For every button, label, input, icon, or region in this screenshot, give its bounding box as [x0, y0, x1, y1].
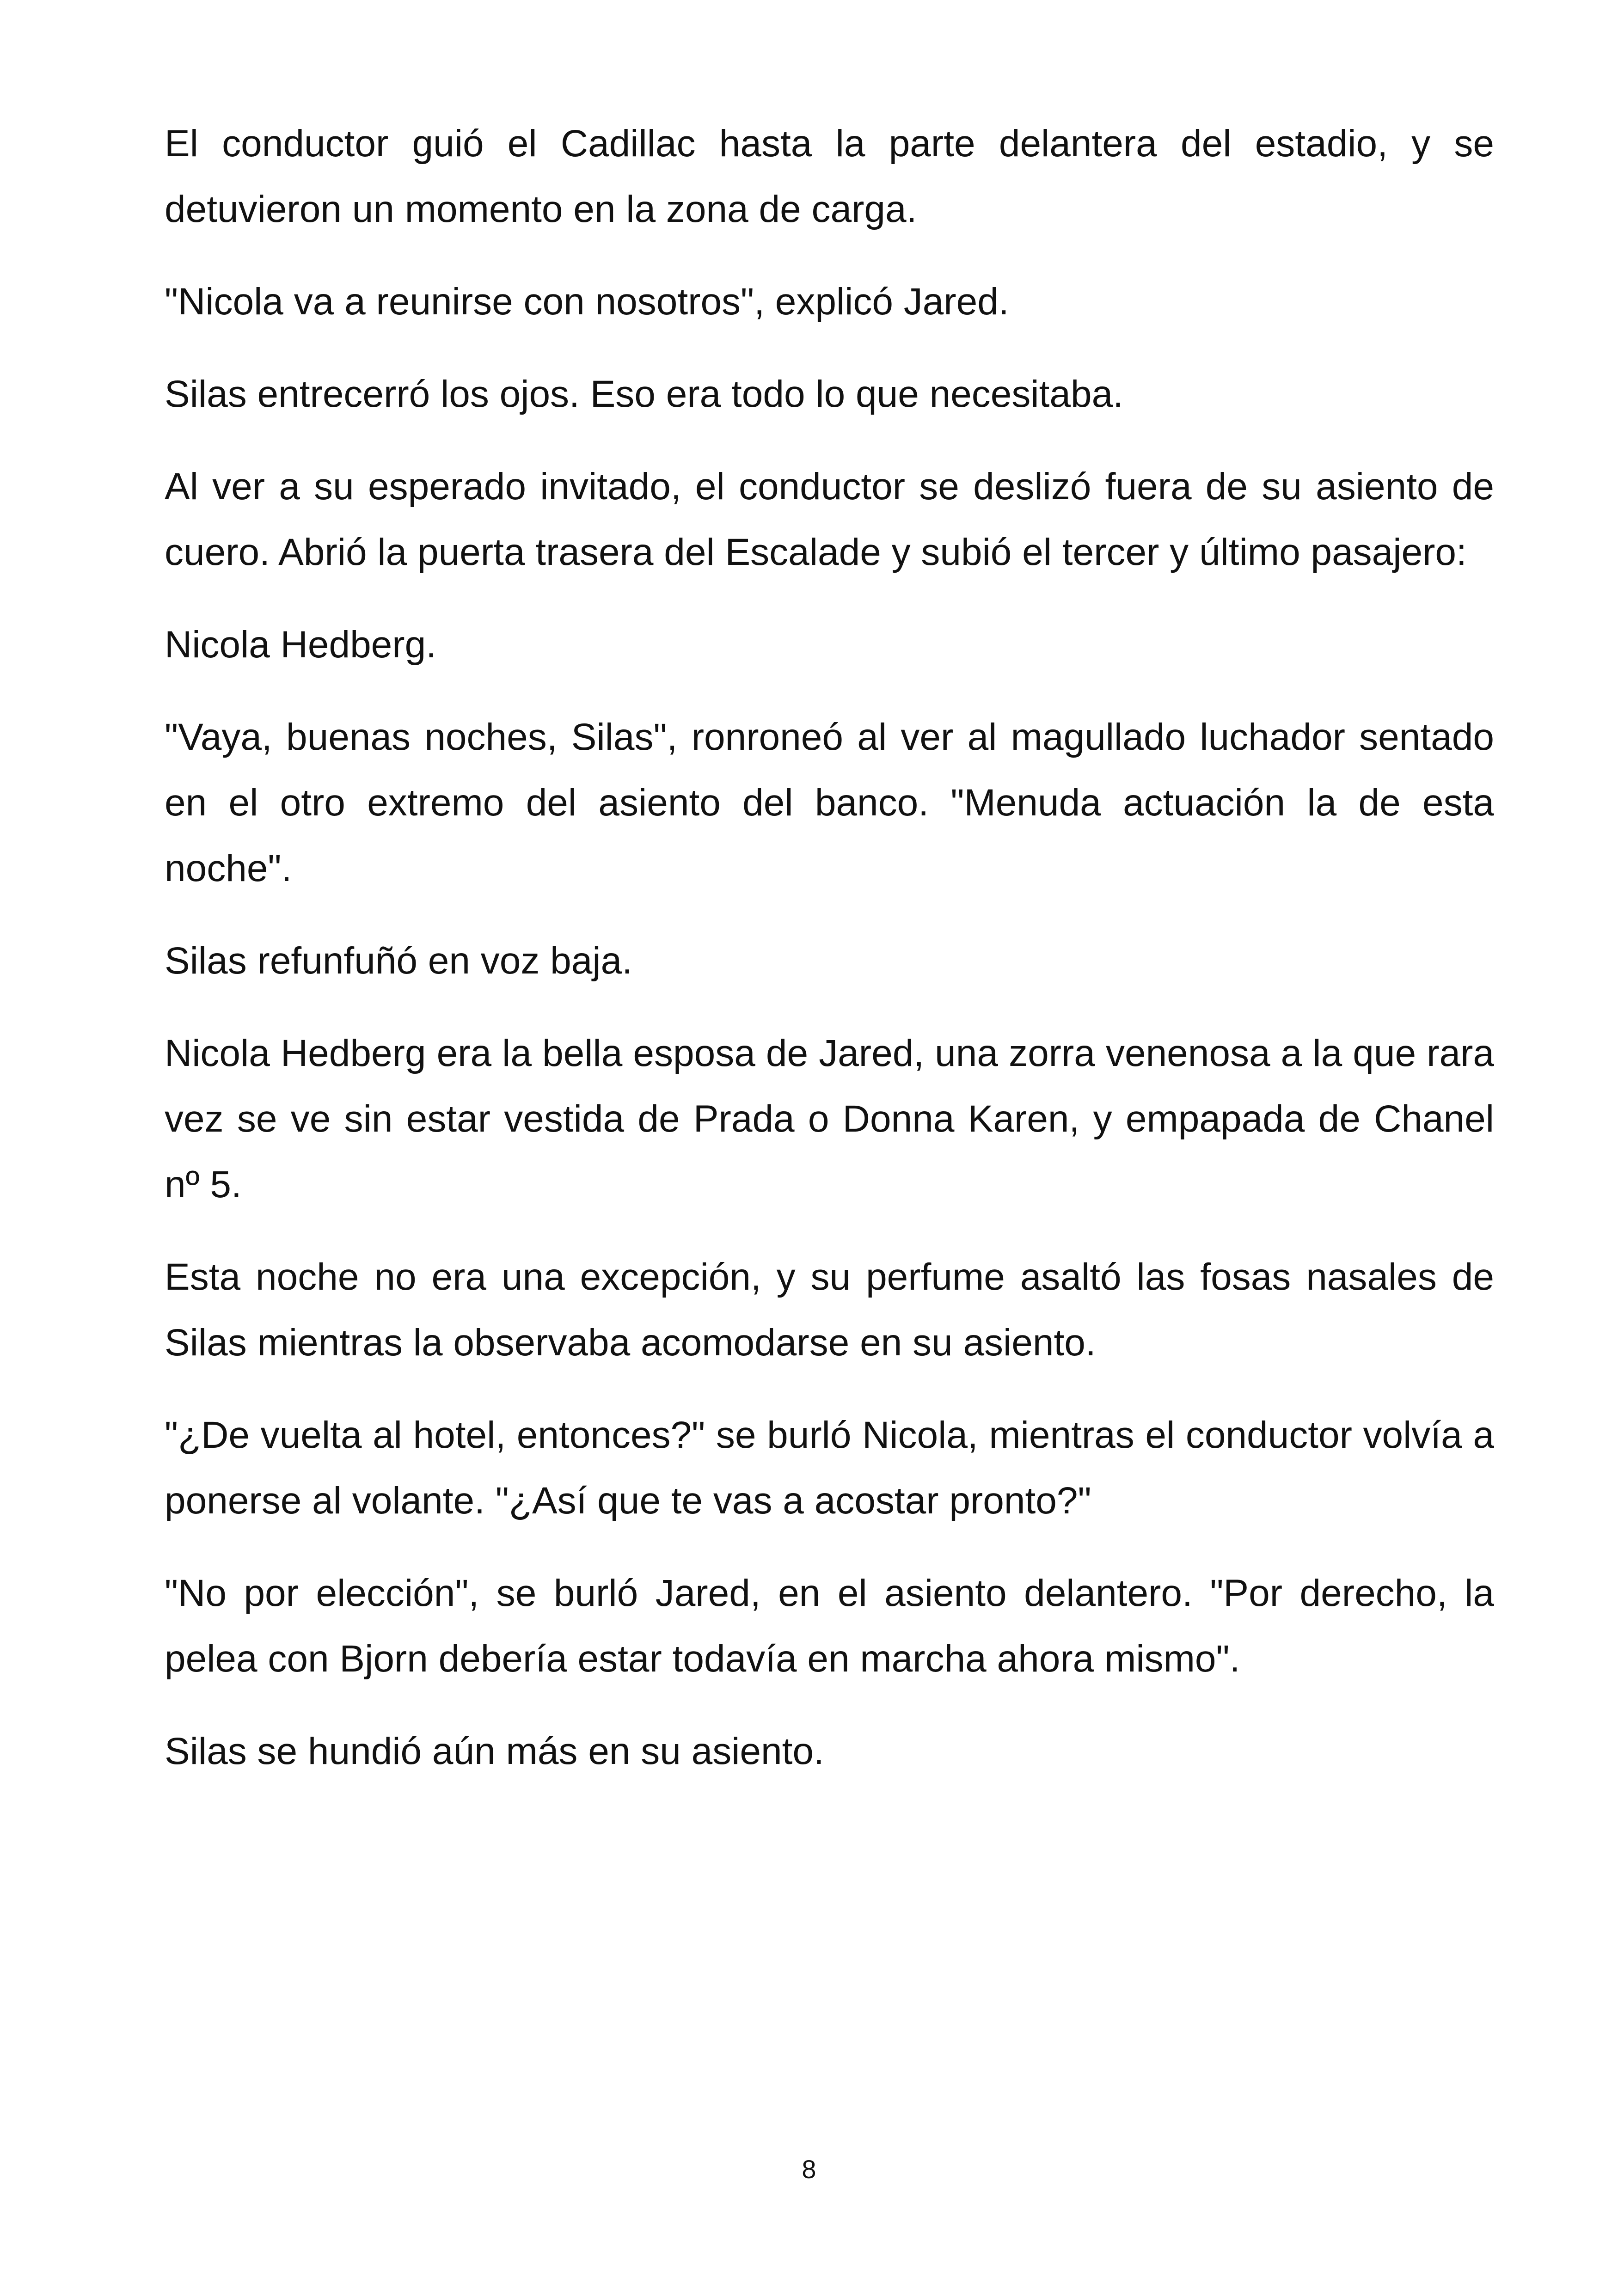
- paragraph-8: Nicola Hedberg era la bella esposa de Jared, una zorra venenosa a la que rara vez se ve sin estar vestida de Prada o Donna Karen, y empapada de Chanel nº 5.: [165, 1032, 1494, 1206]
- body-text: [165, 111, 1494, 1811]
- paragraph-11: "No por elección", se burló Jared, en el asiento delantero. "Por derecho, la pelea con Bjorn debería estar todavía en marcha ahora mismo".: [165, 1572, 1494, 1680]
- paragraph-6: "Vaya, buenas noches, Silas", ronroneó al ver al magullado luchador sentado en el otro extremo del asiento del banco. "Menuda actuación la de esta noche".: [165, 716, 1494, 889]
- paragraph-1: El conductor guió el Cadillac hasta la parte delantera del estadio, y se detuvieron un momento en la zona de carga.: [165, 122, 1494, 230]
- paragraph-4: Al ver a su esperado invitado, el conductor se deslizó fuera de su asiento de cuero. Abrió la puerta trasera del Escalade y subió el tercer y último pasajero:: [165, 465, 1494, 573]
- paragraph-5: Nicola Hedberg.: [165, 624, 436, 666]
- paragraph-2: "Nicola va a reunirse con nosotros", explicó Jared.: [165, 281, 1009, 323]
- paragraph-12: Silas se hundió aún más en su asiento.: [165, 1730, 824, 1772]
- paragraph-3: Silas entrecerró los ojos. Eso era todo lo que necesitaba.: [165, 373, 1123, 415]
- paragraph-7: Silas refunfuñó en voz baja.: [165, 940, 632, 982]
- paragraph-9: Esta noche no era una excepción, y su perfume asaltó las fosas nasales de Silas mientras la observaba acomodarse en su asiento.: [165, 1256, 1494, 1364]
- paragraph-10: "¿De vuelta al hotel, entonces?" se burló Nicola, mientras el conductor volvía a ponerse al volante. "¿Así que te vas a acostar pronto?": [165, 1414, 1494, 1522]
- page-number: 8: [802, 2155, 816, 2184]
